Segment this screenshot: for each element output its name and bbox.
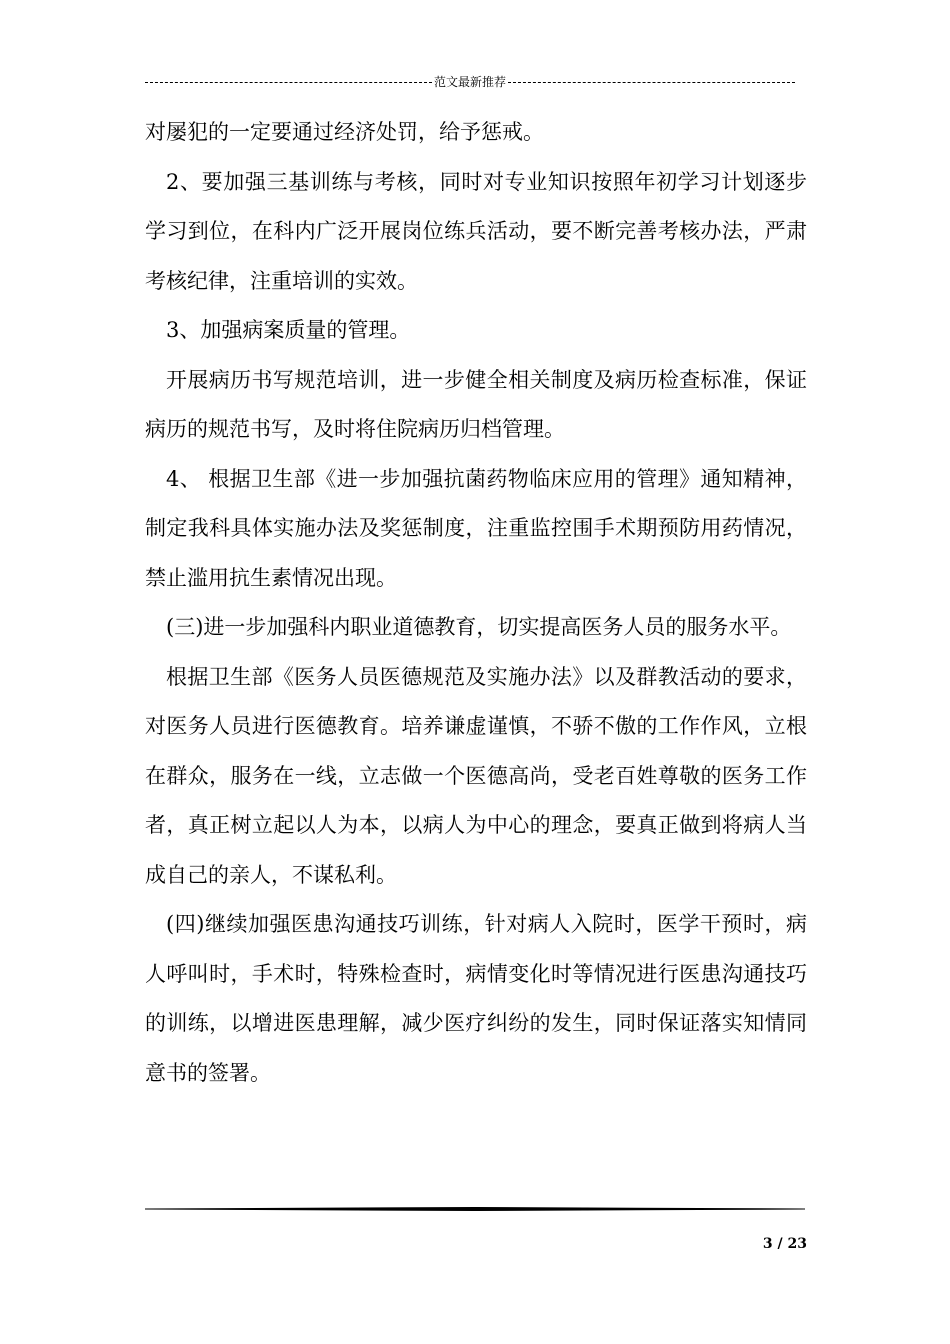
paragraph-3: 3、加强病案质量的管理。 [166,318,411,342]
paragraph-1: 对屡犯的一定要通过经济处罚，给予惩戒。 [145,120,544,144]
paragraph-7: 根据卫生部《医务人员医德规范及实施办法》以及群教活动的要求，对医务人员进行医德教育。培养谦虚谨慎，不骄不傲的工作作风，立根在群众，服务在一线，立志做一个医德高尚，受老百姓尊敬的医务工作者，真正树立起以人为本，以病人为中心的理念，要真正做到将病人当成自己的亲人，不谋私利。 [145,664,807,887]
paragraph-6: (三)进一步加强科内职业道德教育，切实提高医务人员的服务水平。 [166,615,792,639]
paragraph-2: 2、要加强三基训练与考核，同时对专业知识按照年初学习计划逐步学习到位，在科内广泛开展岗位练兵活动，要不断完善考核办法，严肃考核纪律，注重培训的实效。 [145,169,807,293]
page-header [145,71,795,91]
footer-rule [145,1207,805,1211]
page-number: 3 / 23 [762,1236,807,1252]
header-title: 范文最新推荐 [434,74,507,89]
paragraph-4: 开展病历书写规范培训，进一步健全相关制度及病历检查标准，保证病历的规范书写，及时将住院病历归档管理。 [145,367,807,441]
header-dash-right [508,82,795,83]
document-body [145,108,807,1098]
paragraph-5: 4、 根据卫生部《进一步加强抗菌药物临床应用的管理》通知精神，制定我科具体实施办法及奖惩制度，注重监控围手术期预防用药情况，禁止滥用抗生素情况出现。 [145,466,807,590]
header-dash-left [145,82,432,83]
paragraph-8: (四)继续加强医患沟通技巧训练，针对病人入院时，医学干预时，病人呼叫时，手术时，特殊检查时，病情变化时等情况进行医患沟通技巧的训练，以增进医患理解，减少医疗纠纷的发生，同时保证落实知情同意书的签署。 [145,912,807,1085]
